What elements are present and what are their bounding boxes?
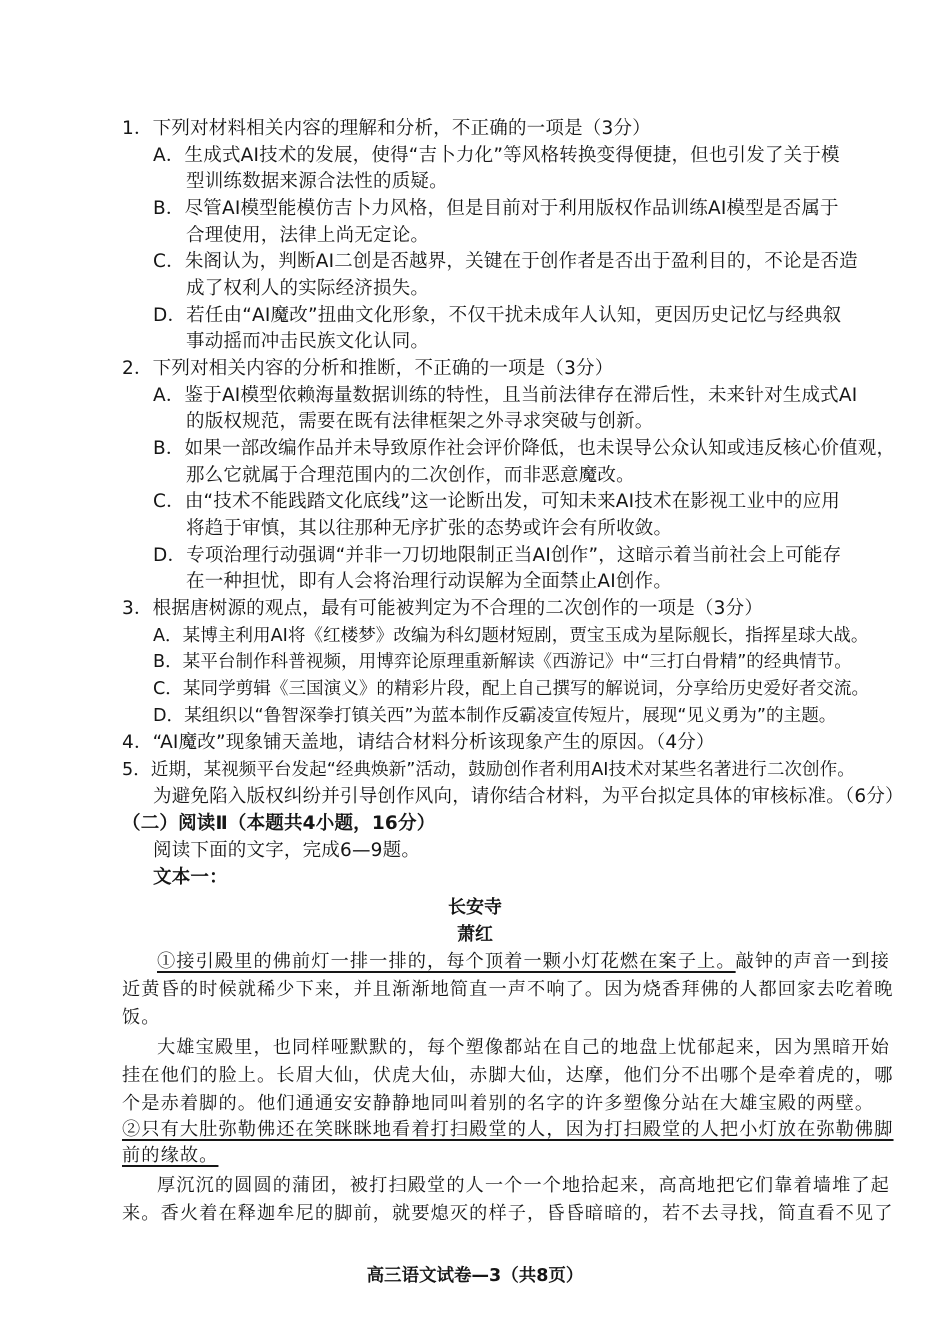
q3-option-a: A．某博主利用AI将《红楼梦》改编为科幻题材短剧，贾宝玉成为星际舰长，指挥星球大战。 bbox=[153, 626, 869, 646]
story-paragraph-1-line1 bbox=[157, 949, 890, 975]
q1-option-b-line2: 合理使用，法律上尚无定论。 bbox=[186, 225, 430, 246]
q3-option-c: C．某同学剪辑《三国演义》的精彩片段，配上自己撰写的解说词，分享给历史爱好者交流。 bbox=[153, 679, 870, 699]
q1-option-c-line2: 成了权利人的实际经济损失。 bbox=[186, 278, 430, 299]
story-paragraph-3-line2: 来。香火着在释迦牟尼的脚前，就要熄灭的样子，昏昏暗暗的，若不去寻找，简直看不见了 bbox=[122, 1203, 894, 1224]
story-paragraph-3-line1: 厚沉沉的圆圆的蒲团，被打扫殿堂的人一个一个地拾起来，高高地把它们靠着墙堆了起 bbox=[157, 1175, 890, 1196]
q1-option-a-line1: A．生成式AI技术的发展，使得“吉卜力化”等风格转换变得便捷，但也引发了关于模 bbox=[153, 145, 840, 166]
q1-option-a-line2: 型训练数据来源合法性的质疑。 bbox=[186, 171, 448, 192]
q1-option-d-line2: 事动摇而冲击民族文化认同。 bbox=[186, 331, 430, 352]
q3-option-d: D．某组织以“鲁智深拳打镇关西”为蓝本制作反霸凌宣传短片，展现“见义勇为”的主题。 bbox=[153, 706, 837, 726]
q2-stem: 2．下列对相关内容的分析和推断，不正确的一项是（3分） bbox=[122, 358, 614, 379]
q1-option-d-line1: D．若任由“AI魔改”扭曲文化形象，不仅干扰未成年人认知，更因历史记忆与经典叙 bbox=[153, 305, 842, 326]
q1-stem: 1．下列对材料相关内容的理解和分析，不正确的一项是（3分） bbox=[122, 118, 651, 139]
page-footer: 高三语文试卷—3（共8页） bbox=[366, 1266, 584, 1286]
q2-option-d-line2: 在一种担忧，即有人会将治理行动误解为全面禁止AI创作。 bbox=[186, 571, 673, 592]
story-paragraph-2-line2: 挂在他们的脸上。长眉大仙，伏虎大仙，赤脚大仙，达摩，他们分不出哪个是牵着虎的，哪 bbox=[122, 1065, 894, 1086]
q2-option-d-line1: D．专项治理行动强调“并非一刀切地限制正当AI创作”，这暗示着当前社会上可能存 bbox=[153, 545, 842, 566]
story-paragraph-2-line1: 大雄宝殿里，也同样哑默默的，每个塑像都站在自己的地盘上忧郁起来，因为黑暗开始 bbox=[157, 1037, 890, 1058]
story-title: 长安寺 bbox=[448, 897, 502, 918]
q1-option-b-line1: B．尽管AI模型能模仿吉卜力风格，但是目前对于利用版权作品训练AI模型是否属于 bbox=[153, 198, 839, 219]
story-author: 萧红 bbox=[457, 924, 493, 945]
q2-option-a-line1: A．鉴于AI模型依赖海量数据训练的特性，且当前法律存在滞后性，未来针对生成式AI bbox=[153, 385, 858, 406]
q5-stem-line2: 为避免陷入版权纠纷并引导创作风向，请你结合材料，为平台拟定具体的审核标准。（6分） bbox=[153, 786, 904, 807]
story-paragraph-1-line3: 饭。 bbox=[122, 1007, 161, 1028]
q3-stem: 3．根据唐树源的观点，最有可能被判定为不合理的二次创作的一项是（3分） bbox=[122, 598, 764, 619]
q5-stem-line1: 5．近期，某视频平台发起“经典焕新”活动，鼓励创作者利用AI技术对某些名著进行二次创作。 bbox=[122, 760, 855, 780]
q2-option-b-line1: B．如果一部改编作品并未导致原作社会评价降低，也未误导公众认知或违反核心价值观， bbox=[153, 438, 896, 459]
q2-option-c-line2: 将趋于审慎，其以往那种无序扩张的态势或许会有所收敛。 bbox=[186, 518, 673, 539]
q2-option-b-line2: 那么它就属于合理范围内的二次创作，而非恶意魔改。 bbox=[186, 465, 635, 486]
underlined-sentence-2-line1: ②只有大肚弥勒佛还在笑眯眯地看着打扫殿堂的人，因为打扫殿堂的人把小灯放在弥勒佛脚 bbox=[122, 1119, 894, 1140]
q2-option-a-line2: 的版权规范，需要在既有法律框架之外寻求突破与创新。 bbox=[186, 411, 654, 432]
underlined-sentence-1: ①接引殿里的佛前灯一排一排的，每个顶着一颗小灯花燃在案子上。 bbox=[157, 951, 736, 972]
section2-instruction: 阅读下面的文字，完成6—9题。 bbox=[153, 840, 421, 861]
text-one-label: 文本一： bbox=[153, 867, 228, 888]
q4-stem: 4．“AI魔改”现象铺天盖地，请结合材料分析该现象产生的原因。（4分） bbox=[122, 732, 715, 753]
q1-option-c-line1: C．朱阁认为，判断AI二创是否越界，关键在于创作者是否出于盈利目的，不论是否造 bbox=[153, 251, 858, 272]
paragraph-1-continuation: 敲钟的声音一到接 bbox=[735, 951, 890, 972]
q2-option-c-line1: C．由“技术不能践踏文化底线”这一论断出发，可知未来AI技术在影视工业中的应用 bbox=[153, 491, 841, 512]
story-paragraph-2-line3: 个是赤着脚的。他们通通安安静静地同叫着别的名字的许多塑像分站在大雄宝殿的两壁。 bbox=[122, 1093, 875, 1114]
q3-option-b: B．某平台制作科普视频，用博弈论原理重新解读《西游记》中“三打白骨精”的经典情节。 bbox=[153, 652, 852, 672]
story-paragraph-1-line2: 近黄昏的时候就稀少下来，并且渐渐地简直一声不响了。因为烧香拜佛的人都回家去吃着晚 bbox=[122, 979, 894, 1000]
section2-heading: （二）阅读Ⅱ（本题共4小题，16分） bbox=[122, 813, 436, 834]
underlined-sentence-2-line2: 前的缘故。 bbox=[122, 1145, 219, 1166]
